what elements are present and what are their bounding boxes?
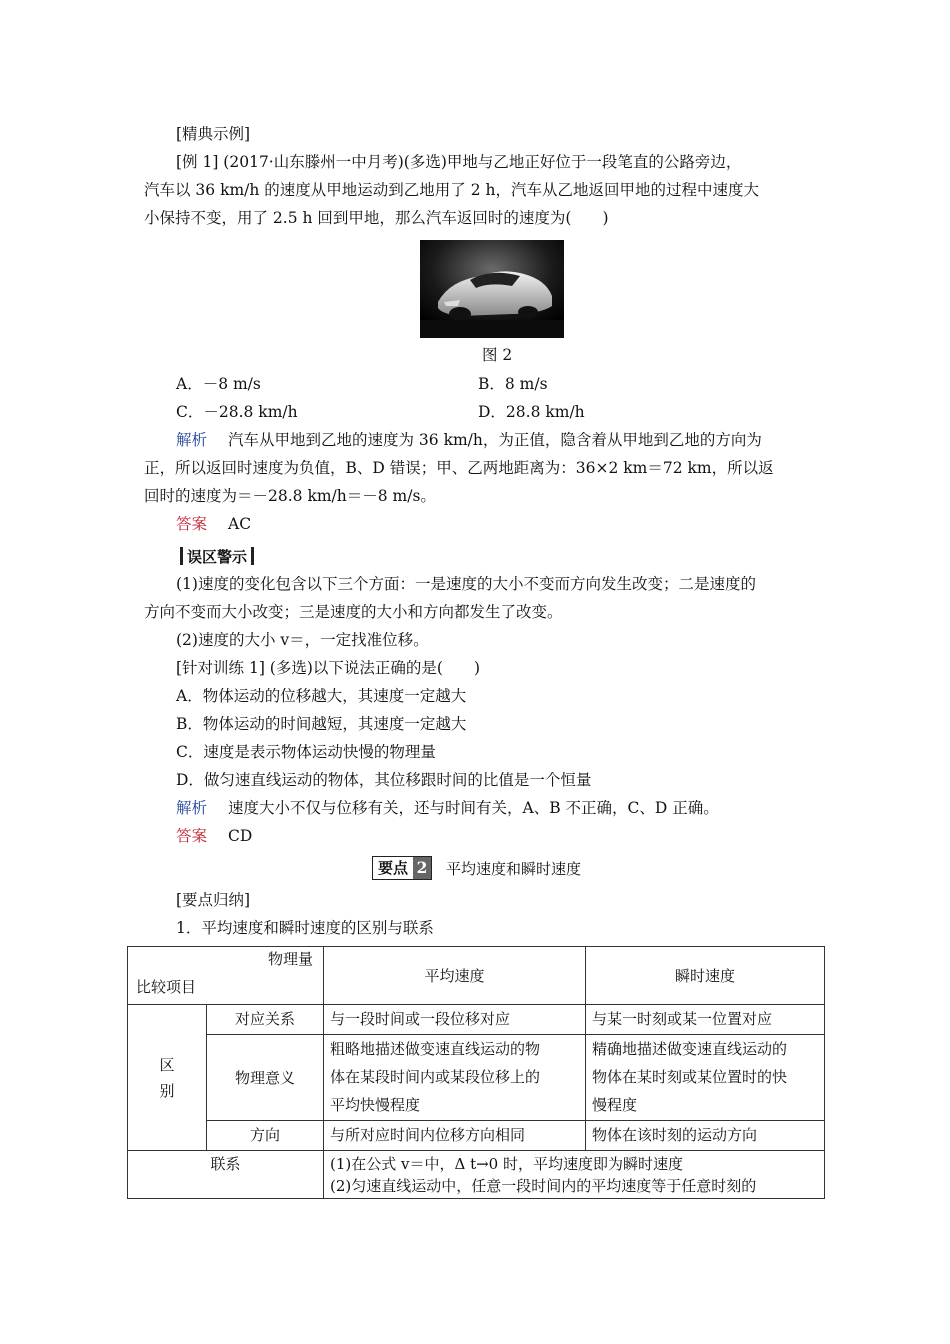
cell-text: 与所对应时间内位移方向相同 [330, 1126, 526, 1144]
comparison-table [127, 946, 825, 1199]
table-row [128, 1035, 825, 1121]
column-header-avg: 平均速度 [324, 947, 586, 1005]
analysis-label: 解析 [176, 431, 208, 449]
practice-answer-label: 答案 [176, 827, 208, 845]
corner-top: 物理量 [267, 950, 313, 968]
item-1-heading: 1．平均速度和瞬时速度的区别与联系 [176, 919, 434, 937]
group-cell [128, 1005, 207, 1151]
key-point-title: 平均速度和瞬时速度 [446, 859, 582, 878]
group-label-top: 区 [159, 1055, 175, 1074]
figure-caption: 图 2 [482, 346, 513, 364]
example-line-3: 小保持不变，用了 2.5 h 回到甲地，那么汽车返回时的速度为( ) [144, 209, 609, 227]
cell-inst [586, 1005, 825, 1035]
cell-avg [324, 1035, 586, 1121]
warning-bar-right [251, 547, 254, 565]
example-line-2: 汽车以 36 km/h 的速度从甲地运动到乙地用了 2 h，汽车从乙地返回甲地的过程中速度大 [144, 181, 759, 199]
practice-option-c: C．速度是表示物体运动快慢的物理量 [176, 743, 436, 761]
warning-heading [176, 546, 258, 566]
warning-line-3: (2)速度的大小 v＝，一定找准位移。 [176, 631, 429, 649]
relation-line-2: (2)匀速直线运动中，任意一段时间内的平均速度等于任意时刻的 [330, 1177, 757, 1195]
cell-text: 慢程度 [592, 1096, 638, 1114]
row-label: 对应关系 [207, 1005, 324, 1035]
table-header-row [128, 947, 825, 1005]
cell-text: 与一段时间或一段位移对应 [330, 1010, 511, 1028]
section-label: [精典示例] [176, 125, 251, 143]
key-point-badge [372, 856, 432, 880]
analysis-line-1: 汽车从甲地到乙地的速度为 36 km/h，为正值，隐含着从甲地到乙地的方向为 [228, 431, 762, 449]
cell-avg [324, 1121, 586, 1151]
cell-text: 体在某段时间内或某段位移上的 [330, 1068, 541, 1086]
cell-text: 与某一时刻或某一位置对应 [592, 1010, 773, 1028]
cell-inst [586, 1035, 825, 1121]
practice-analysis: 速度大小不仅与位移有关，还与时间有关，A、B 不正确，C、D 正确。 [228, 799, 719, 817]
key-point-label: 要点 [378, 859, 409, 877]
key-point-heading [372, 856, 581, 880]
answer-value: AC [228, 515, 252, 533]
table-row [128, 1121, 825, 1151]
row-label: 方向 [207, 1121, 324, 1151]
warning-title: 误区警示 [187, 547, 248, 566]
practice-option-d: D．做匀速直线运动的物体，其位移跟时间的比值是一个恒量 [176, 771, 592, 789]
relation-cell [324, 1151, 825, 1199]
relation-line-1: (1)在公式 v＝中，Δ t→0 时，平均速度即为瞬时速度 [330, 1155, 683, 1173]
cell-avg [324, 1005, 586, 1035]
option-c: C．－28.8 km/h [176, 403, 298, 421]
option-d: D．28.8 km/h [478, 403, 585, 421]
table-corner-cell [128, 947, 324, 1005]
practice-question: [针对训练 1] (多选)以下说法正确的是( ) [176, 659, 480, 677]
practice-option-b: B．物体运动的时间越短，其速度一定越大 [176, 715, 467, 733]
relation-label: 联系 [128, 1151, 324, 1199]
cell-text: 粗略地描述做变速直线运动的物 [330, 1040, 541, 1058]
analysis-line-3: 回时的速度为＝－28.8 km/h＝－8 m/s。 [144, 487, 436, 505]
example-line-1: [例 1] (2017·山东滕州一中月考)(多选)甲地与乙地正好位于一段笔直的公路旁边， [176, 153, 742, 171]
practice-option-a: A．物体运动的位移越大，其速度一定越大 [176, 687, 467, 705]
table-row [128, 1005, 825, 1035]
practice-analysis-label: 解析 [176, 799, 208, 817]
cell-text: 精确地描述做变速直线运动的 [592, 1040, 788, 1058]
key-point-number: 2 [413, 857, 431, 879]
column-header-inst: 瞬时速度 [586, 947, 825, 1005]
car-photo [420, 240, 564, 338]
cell-inst [586, 1121, 825, 1151]
option-a: A．－8 m/s [176, 375, 261, 393]
warning-line-2: 方向不变而大小改变；三是速度的大小和方向都发生了改变。 [144, 603, 563, 621]
summary-label: [要点归纳] [176, 891, 251, 909]
warning-line-1: (1)速度的变化包含以下三个方面：一是速度的大小不变而方向发生改变；二是速度的 [176, 575, 756, 593]
cell-text: 物体在该时刻的运动方向 [592, 1126, 758, 1144]
cell-text: 平均快慢程度 [330, 1096, 421, 1114]
table-row-relation [128, 1151, 825, 1199]
practice-answer: CD [228, 827, 253, 845]
corner-bottom: 比较项目 [136, 978, 197, 996]
answer-label: 答案 [176, 515, 208, 533]
group-label-bottom: 别 [159, 1081, 175, 1100]
row-label: 物理意义 [207, 1035, 324, 1121]
warning-bar-left [180, 547, 183, 565]
option-b: B．8 m/s [478, 375, 548, 393]
cell-text: 物体在某时刻或某位置时的快 [592, 1068, 788, 1086]
analysis-line-2: 正，所以返回时速度为负值，B、D 错误；甲、乙两地距离为：36×2 km＝72 km，所以返 [144, 459, 774, 477]
